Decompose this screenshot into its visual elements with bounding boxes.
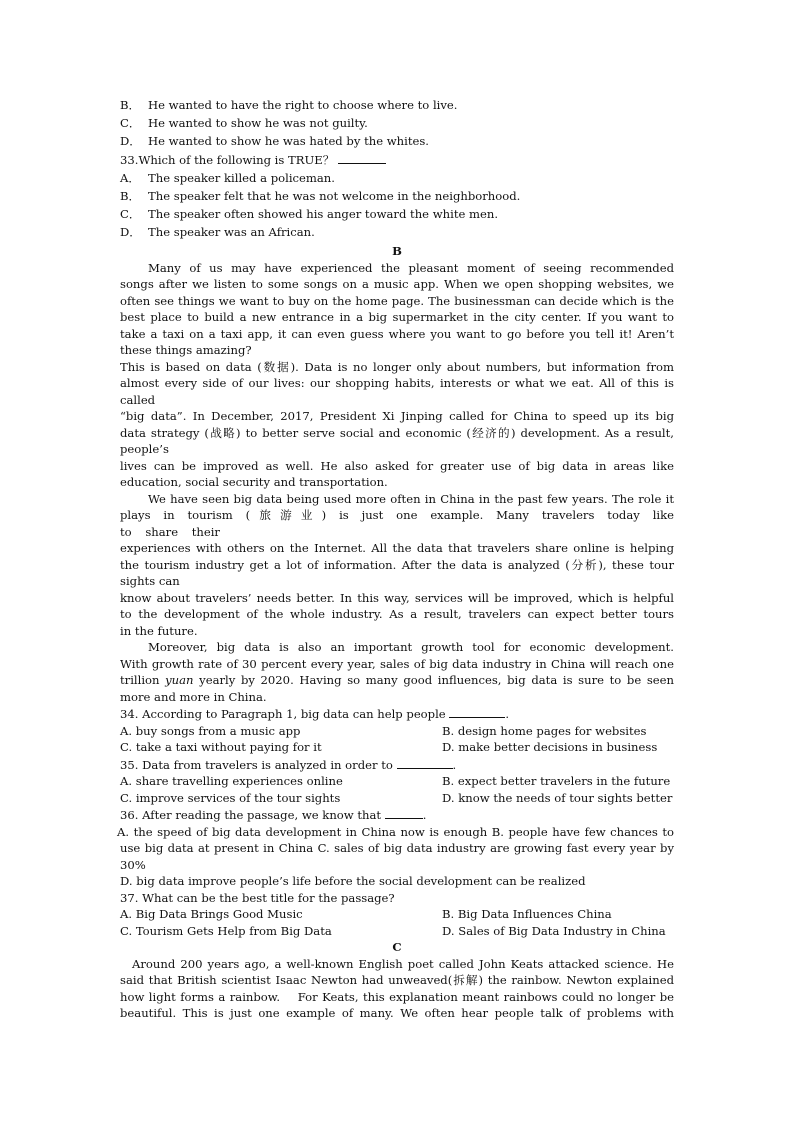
question-stem: 36. After reading the passage, we know that . xyxy=(120,808,427,823)
paragraph-c1: Around 200 years ago, a well-known English poet called John Keats attacked science. He said that British scientist Isaac Newton had unweaved(拆解) the rainbow. Newton explained how light forms a rainbow. For Keats, this explanation meant rainbows could no longer be beautiful. This is just one example of many. We often hear people talk of problems with xyxy=(120,956,674,1021)
option: B． He wanted to have the right to choose where to live. xyxy=(120,98,458,112)
section-heading: C xyxy=(392,940,402,955)
option: A． The speaker killed a policeman. xyxy=(120,170,335,185)
question-stem: 37. What can be the best title for the passage? xyxy=(120,890,395,905)
question-stem: 33.Which of the following is TRUE？ xyxy=(120,151,674,169)
question-stem: 35. Data from travelers is analyzed in order to . xyxy=(120,757,457,772)
question-35: 35. Data from travelers is analyzed in order to . A. share travelling experiences online B. expect better travelers in the future C. improve services of the tour sights D. know the needs of tour sights better xyxy=(120,757,673,805)
option: B． The speaker felt that he was not welcome in the neighborhood. xyxy=(120,189,521,204)
question-34: 34. According to Paragraph 1, big data can help people . A. buy songs from a music app B. design home pages for websites C. take a taxi without paying for it D. make better decisions in business xyxy=(120,705,674,756)
option: C． The speaker often showed his anger toward the white men. xyxy=(120,207,499,222)
answer-blank xyxy=(449,705,505,718)
document-page xyxy=(117,96,674,1022)
question-33 xyxy=(120,151,674,242)
option: D． He wanted to show he was hated by the whites. xyxy=(120,134,429,149)
paragraph-3: We have seen big data being used more often in China in the past few years. The role it plays in tourism (旅游业) is just one example. Many travelers today like to share their experiences with others on the Internet. All the data that travelers share online is helping the tourism industry get a lot of information. After the data is analyzed (分析), these tour sights can know about travelers’ needs better. In this way, services will be improved, which is helpful to the development of the whole industry. As a result, travelers can expect better tours in the future. xyxy=(120,491,674,638)
question-37: 37. What can be the best title for the passage? A. Big Data Brings Good Music B. Big Data Influences China C. Tourism Gets Help from Big Data D. Sales of Big Data Industry in China xyxy=(120,890,674,940)
paragraph-4: Moreover, big data is also an important growth tool for economic development. With growth rate of 30 percent every year, sales of big data industry in China will reach one trillion yuan yearly by 2020. Having so many good influences, big data is sure to be seen more and more in China. xyxy=(120,640,674,704)
question-stem: 34. According to Paragraph 1, big data can help people . xyxy=(120,707,510,722)
section-heading: B xyxy=(392,243,402,258)
question-36: 36. After reading the passage, we know that . A. the speed of big data development in China now is enough B. people have few chances to use big data at present in China C. sales of big data industry are growing fast every year by 30% D. big data improve people’s life before the social development can be realized xyxy=(117,808,674,889)
option: D． The speaker was an African. xyxy=(120,225,315,240)
option: C． He wanted to show he was not guilty. xyxy=(120,116,368,131)
paragraph-1: Many of us may have experienced the pleasant moment of seeing recommended songs after we listen to some songs on a music app. When we open shopping websites, we often see things we want to buy on the home page. The businessman can decide which is the best place to build a new entrance in a big supermarket in the city center. If you want to take a taxi on a taxi app, it can even guess where you want to go before you tell it! Aren’t these things amazing? xyxy=(120,260,674,358)
answer-blank xyxy=(397,756,453,769)
paragraph-2: This is based on data (数据). Data is no longer only about numbers, but information from almost every side of our lives: our shopping habits, interests or what we eat. All of this is called “big data”. In December, 2017, President Xi Jinping called for China to speed up its big data strategy (战略) to better serve social and economic (经济的) development. As a result, people’s lives can be improved as well. He also asked for greater use of big data in areas like education, social security and transportation. xyxy=(120,359,674,490)
q32-options xyxy=(120,96,674,151)
answer-blank xyxy=(338,151,386,164)
answer-blank xyxy=(385,806,423,819)
